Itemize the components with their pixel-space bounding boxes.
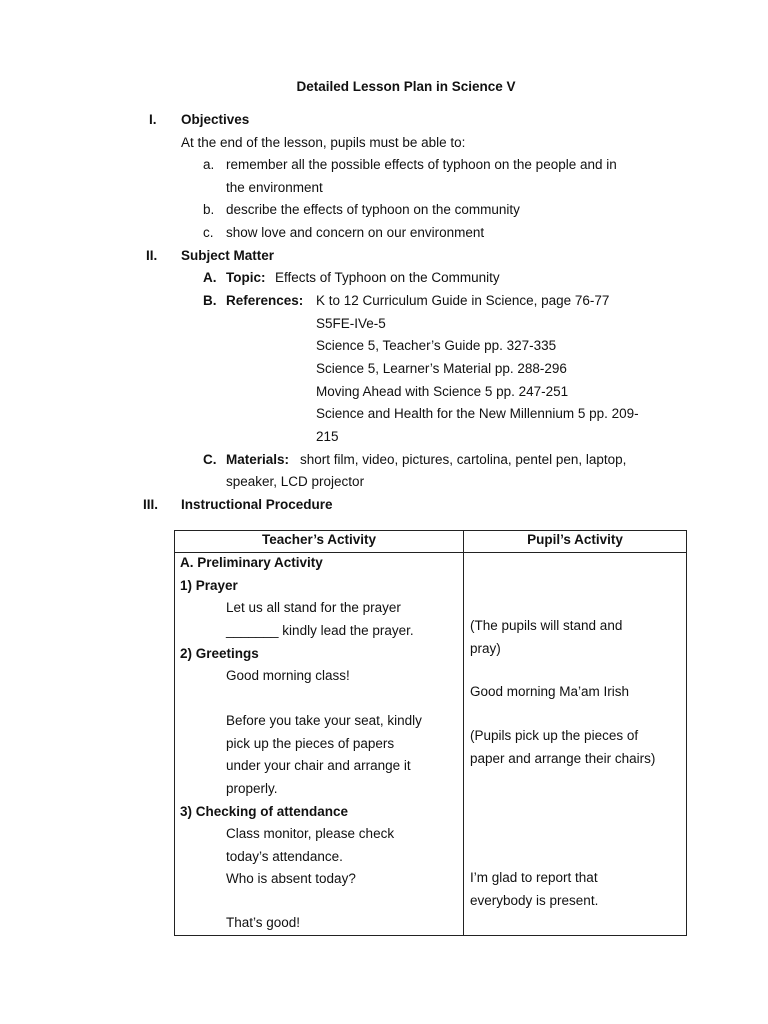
procedure-table — [174, 530, 687, 936]
objective-a-line2: the environment — [226, 180, 323, 195]
pupil-activity-cell — [464, 553, 687, 936]
pupil-prayer-line-1: (The pupils will stand and — [470, 618, 623, 633]
section-heading-subject-matter: Subject Matter — [181, 248, 275, 263]
prayer-line-1: Let us all stand for the prayer — [226, 600, 401, 615]
attendance-line-2: today’s attendance. — [226, 849, 343, 864]
seat-line-2: pick up the pieces of papers — [226, 736, 395, 751]
section-numeral-objectives: I. — [149, 112, 157, 127]
seat-line-4: properly. — [226, 781, 278, 796]
teacher-activity-cell — [175, 553, 464, 936]
header-pupil-activity: Pupil’s Activity — [464, 531, 687, 553]
seat-line-3: under your chair and arrange it — [226, 758, 411, 773]
attendance-line-3: Who is absent today? — [226, 871, 356, 886]
reference-line-3: Science 5, Teacher’s Guide pp. 327-335 — [316, 338, 557, 353]
objectives-intro: At the end of the lesson, pupils must be able to: — [181, 135, 466, 150]
preliminary-activity-heading: A. Preliminary Activity — [180, 555, 323, 570]
table-row — [175, 553, 687, 936]
reference-line-5: Moving Ahead with Science 5 pp. 247-251 — [316, 384, 569, 399]
objective-a-line1: remember all the possible effects of typhoon on the people and in — [226, 157, 617, 172]
materials-line1: short film, video, pictures, cartolina, pentel pen, laptop, — [300, 452, 627, 467]
greetings-heading: 2) Greetings — [180, 646, 259, 661]
table-header-row — [175, 531, 687, 553]
prayer-heading: 1) Prayer — [180, 578, 238, 593]
header-teacher-activity: Teacher’s Activity — [175, 531, 464, 553]
materials-label: Materials: — [226, 452, 290, 467]
seat-line-1: Before you take your seat, kindly — [226, 713, 422, 728]
references-label: References: — [226, 293, 304, 308]
attendance-line-1: Class monitor, please check — [226, 826, 395, 841]
pupil-prayer-line-2: pray) — [470, 641, 501, 656]
topic-label: Topic: — [226, 270, 266, 285]
pupil-seat-line-1: (Pupils pick up the pieces of — [470, 728, 639, 743]
materials-letter: C. — [203, 452, 217, 467]
prayer-line-2: _______ kindly lead the prayer. — [226, 623, 414, 638]
attendance-heading: 3) Checking of attendance — [180, 804, 349, 819]
objective-c-line1: show love and concern on our environment — [226, 225, 485, 240]
reference-line-7: 215 — [316, 429, 339, 444]
pupil-attendance-line-2: everybody is present. — [470, 893, 599, 908]
materials-line2: speaker, LCD projector — [226, 474, 365, 489]
objective-letter-c: c. — [203, 225, 214, 240]
pupil-attendance-line-1: I’m glad to report that — [470, 870, 598, 885]
objective-letter-b: b. — [203, 202, 215, 217]
objective-b-line1: describe the effects of typhoon on the community — [226, 202, 520, 217]
teacher-closing: That’s good! — [226, 915, 301, 930]
reference-line-4: Science 5, Learner’s Material pp. 288-296 — [316, 361, 567, 376]
section-numeral-subject-matter: II. — [146, 248, 158, 263]
reference-line-6: Science and Health for the New Millennium 5 pp. 209- — [316, 406, 639, 421]
section-numeral-procedure: III. — [143, 497, 159, 512]
references-letter: B. — [203, 293, 217, 308]
objective-letter-a: a. — [203, 157, 215, 172]
topic-value: Effects of Typhoon on the Community — [275, 270, 500, 285]
section-heading-procedure: Instructional Procedure — [181, 497, 333, 512]
section-heading-objectives: Objectives — [181, 112, 250, 127]
reference-line-2: S5FE-IVe-5 — [316, 316, 386, 331]
topic-letter: A. — [203, 270, 217, 285]
document-title: Detailed Lesson Plan in Science V — [296, 79, 516, 94]
pupil-seat-line-2: paper and arrange their chairs) — [470, 751, 656, 766]
reference-line-1: K to 12 Curriculum Guide in Science, page 76-77 — [316, 293, 610, 308]
pupil-greeting: Good morning Ma’am Irish — [470, 684, 630, 699]
teacher-greeting: Good morning class! — [226, 668, 350, 683]
